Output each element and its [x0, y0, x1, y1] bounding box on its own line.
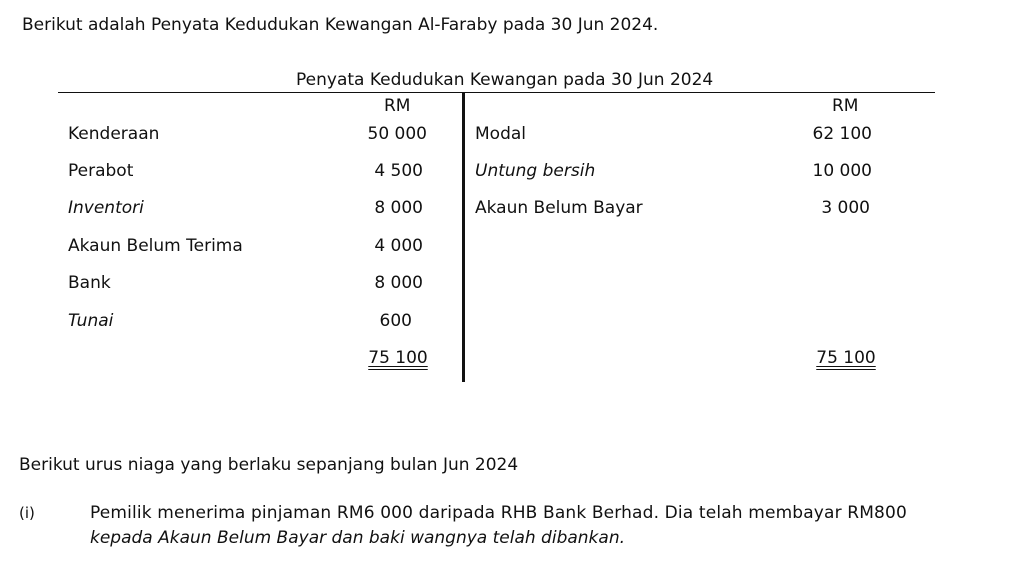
currency-header-right: RM — [832, 96, 859, 116]
liability-label: Untung bersih — [475, 161, 596, 181]
asset-value: 4 000 — [374, 236, 423, 256]
total-left: 75 100 — [368, 348, 428, 368]
asset-label: Kenderaan — [68, 124, 160, 144]
liability-value: 10 000 — [812, 161, 872, 181]
liability-value: 3 000 — [821, 198, 870, 218]
asset-value: 600 — [379, 311, 412, 331]
asset-value: 8 000 — [374, 273, 423, 293]
total-right: 75 100 — [816, 348, 876, 368]
statement-center-divider — [462, 92, 465, 382]
asset-label: Akaun Belum Terima — [68, 236, 243, 256]
liability-label: Akaun Belum Bayar — [475, 198, 643, 218]
liability-value: 62 100 — [812, 124, 872, 144]
asset-label: Bank — [68, 273, 111, 293]
transaction-line-2: kepada Akaun Belum Bayar dan baki wangnya telah dibankan. — [90, 528, 625, 548]
asset-value: 4 500 — [374, 161, 423, 181]
transaction-line-1: Pemilik menerima pinjaman RM6 000 daripada RHB Bank Berhad. Dia telah membayar RM800 — [90, 503, 907, 523]
intro-text: Berikut adalah Penyata Kedudukan Kewangan Al-Faraby pada 30 Jun 2024. — [22, 15, 659, 35]
transaction-marker: (i) — [19, 504, 35, 522]
asset-value: 50 000 — [367, 124, 427, 144]
statement-top-rule — [58, 92, 935, 93]
liability-label: Modal — [475, 124, 526, 144]
asset-label: Perabot — [68, 161, 134, 181]
asset-value: 8 000 — [374, 198, 423, 218]
statement-title: Penyata Kedudukan Kewangan pada 30 Jun 2024 — [296, 70, 714, 90]
transactions-heading: Berikut urus niaga yang berlaku sepanjang bulan Jun 2024 — [19, 455, 519, 475]
asset-label: Tunai — [68, 311, 114, 331]
currency-header-left: RM — [384, 96, 411, 116]
asset-label: Inventori — [68, 198, 144, 218]
